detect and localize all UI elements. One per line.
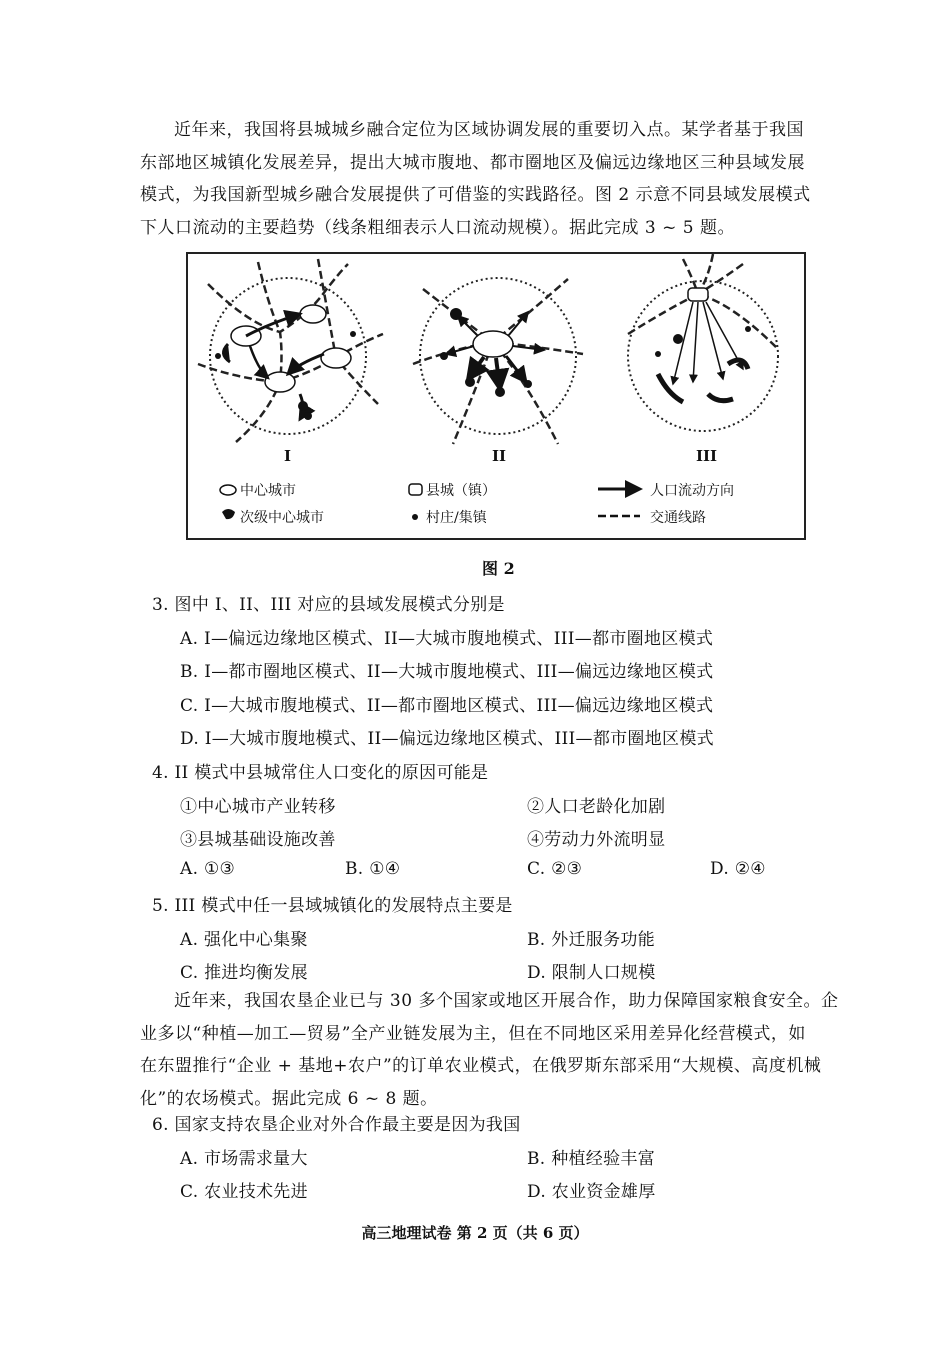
legend-county-town: 县城（镇） [426, 483, 496, 499]
intro1-line: 模式，为我国新型城乡融合发展提供了可借鉴的实践路径。图 2 示意不同县域发展模式 [140, 185, 811, 205]
panel-3-diagram [628, 254, 778, 431]
figure-2 [186, 252, 806, 540]
q6-option-b: B. 种植经验丰富 [527, 1149, 655, 1169]
q3-option-b: B. I—都市圈地区模式、II—大城市腹地模式、III—偏远边缘地区模式 [180, 662, 714, 682]
q4-item-4: ④劳动力外流明显 [527, 830, 666, 850]
legend-flow-direction: 人口流动方向 [650, 483, 734, 499]
q3-option-d: D. I—大城市腹地模式、II—偏远边缘地区模式、III—都市圈地区模式 [180, 729, 714, 749]
q4-item-2: ②人口老龄化加剧 [527, 797, 666, 817]
question-6-stem: 6. 国家支持农垦企业对外合作最主要是因为我国 [152, 1115, 521, 1135]
sub-center-city-symbol [222, 509, 235, 519]
panel-label-3: III [696, 447, 718, 465]
q6-option-a: A. 市场需求量大 [180, 1149, 308, 1169]
q5-option-a: A. 强化中心集聚 [180, 930, 308, 950]
intro1-line: 近年来，我国将县城城乡融合定位为区域协调发展的重要切入点。某学者基于我国 [174, 120, 804, 140]
q4-option-a: A. ①③ [180, 859, 236, 879]
legend-village: 村庄/集镇 [426, 510, 487, 526]
q4-option-c: C. ②③ [527, 859, 583, 879]
q4-item-3: ③县城基础设施改善 [180, 830, 336, 850]
intro-paragraph-2 [140, 985, 840, 1115]
q3-option-c: C. I—大城市腹地模式、II—都市圈地区模式、III—偏远边缘地区模式 [180, 696, 714, 716]
intro-paragraph-1 [140, 114, 840, 244]
legend-traffic: 交通线路 [650, 510, 706, 526]
question-5-stem: 5. III 模式中任一县域城镇化的发展特点主要是 [152, 896, 513, 916]
center-city-symbol [220, 485, 236, 495]
intro2-line: 在东盟推行“企业 + 基地+农户”的订单农业模式，在俄罗斯东部采用“大规模、高度机械 [140, 1056, 822, 1076]
legend-center-city: 中心城市 [240, 483, 296, 499]
q6-option-d: D. 农业资金雄厚 [527, 1182, 656, 1202]
page-footer: 高三地理试卷 第 2 页（共 6 页） [361, 1224, 589, 1242]
q5-option-c: C. 推进均衡发展 [180, 963, 308, 983]
intro2-line: 化”的农场模式。据此完成 6 ~ 8 题。 [140, 1088, 438, 1109]
panel-label-2: II [492, 447, 507, 465]
question-3-stem: 3. 图中 I、II、III 对应的县域发展模式分别是 [152, 595, 505, 615]
intro2-line: 近年来，我国农垦企业已与 30 多个国家或地区开展合作，助力保障国家粮食安全。企 [174, 991, 839, 1011]
panel-label-1: I [284, 447, 292, 465]
panel-1-diagram [198, 259, 383, 442]
village-symbol [412, 514, 418, 520]
figure-caption: 图 2 [482, 559, 515, 578]
q4-item-1: ①中心城市产业转移 [180, 797, 336, 817]
intro2-line: 业多以“种植—加工—贸易”全产业链发展为主，但在不同地区采用差异化经营模式，如 [140, 1023, 806, 1044]
q3-option-a: A. I—偏远边缘地区模式、II—大城市腹地模式、III—都市圈地区模式 [180, 629, 714, 649]
q4-option-b: B. ①④ [345, 859, 401, 879]
county-town-symbol [409, 484, 422, 495]
legend-sub-center-city: 次级中心城市 [240, 510, 324, 526]
intro1-line: 下人口流动的主要趋势（线条粗细表示人口流动规模）。据此完成 3 ~ 5 题。 [140, 217, 735, 238]
q6-option-c: C. 农业技术先进 [180, 1182, 308, 1202]
intro1-line: 东部地区城镇化发展差异，提出大城市腹地、都市圈地区及偏远边缘地区三种县域发展 [140, 152, 805, 173]
panel-2-diagram [413, 278, 583, 444]
q5-option-d: D. 限制人口规模 [527, 963, 656, 983]
q4-option-d: D. ②④ [710, 859, 766, 879]
question-4-stem: 4. II 模式中县城常住人口变化的原因可能是 [152, 763, 489, 783]
q5-option-b: B. 外迁服务功能 [527, 930, 655, 950]
